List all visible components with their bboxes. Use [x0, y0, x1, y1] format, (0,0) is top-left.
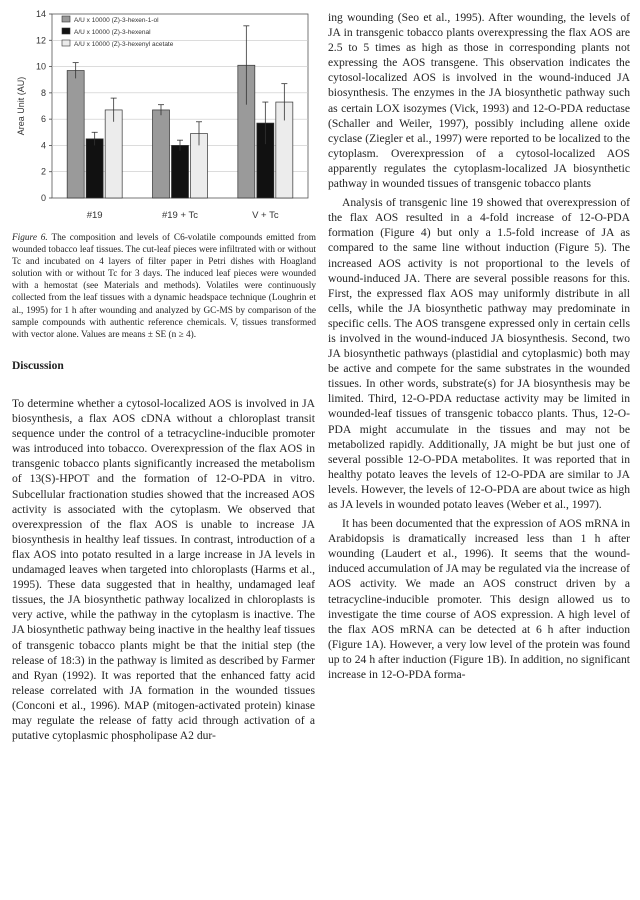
bar: [105, 110, 122, 198]
right-column-body: [328, 10, 630, 682]
discussion-paragraph: To determine whether a cytosol-localized AOS is involved in JA biosynthesis, a flax AOS cDNA without a chloroplast transit sequence under the control of a tetracycline-inducible promoter was introduced into tobacco. Overexpression of the flax AOS in transgenic tobacco plants significantly increased the metabolism of 13(S)-HPOT and the formation of 12-O-PDA in vitro. Subcellular fractionation studies showed that the increased AOS activity is associated with the cytoplasm. We observed that overexpression of the flax AOS is unable to increase JA biosynthesis in healthy leaf tissues. In contrast, introduction of a flax AOS into potato resulted in a large increase in JA levels in undamaged leaves when targeted into chloroplasts (Harms et al., 1995). These data suggested that in healthy, undamaged leaf tissues, the JA biosynthetic pathway localized in chloroplasts is very active, while the pathway in the cytoplasm is inactive. The JA biosynthetic pathway being inactive in the healthy leaf tissues of transgenic tobacco plants might be that the initial step (the release of 18:3) in the pathway is limited as described by Farmer and Ryan (1992). It was reported that the enhanced fatty acid release correlated with JA formation in the wounded tissues (Conconi et al., 1996). MAP (mitogen-activated protein) kinase may regulate the release of fatty acid through activation of a putative cytoplasmic phospholipase A2 dur-: [12, 397, 315, 743]
figure-caption: [12, 232, 316, 341]
y-tick-label: 6: [40, 114, 46, 125]
x-tick-label: #19: [86, 210, 103, 221]
y-axis-label: Area Unit (AU): [16, 76, 26, 136]
y-tick-label: 12: [35, 35, 46, 46]
bar: [67, 71, 84, 198]
figure-caption-text: The composition and levels of C6-volatile compounds emitted from wounded tobacco leaf tissues. The cut-leaf pieces were infiltrated with or without Tc and incubated on 4 layers of filter paper in Petri dishes with Hoagland solution with or without Tc for 3 days. The induced leaf pieces were wounded with a hemostat (see Materials and methods). Volatiles were continuously collected from the leaf tissues with a dynamic headspace technique (Loughrin et al., 1995) for 1 h after wounding and analyzed by GC-MS by comparison of the sample compounds with authentic reference chemicals. V, tissues transformed with vector alone. Values are means ± SE (n ≥ 4).: [12, 233, 317, 340]
figure-6: [10, 0, 318, 230]
legend-label: A/U x 10000 (Z)-3-hexenyl acetate: [74, 41, 174, 48]
section-heading: Discussion: [12, 360, 64, 372]
body-paragraph: Analysis of transgenic line 19 showed that overexpression of the flax AOS resulted in a 4-fold increase of 12-O-PDA formation (Figure 4) but only a 1.5-fold increase of JA as compared to the same line without induction (Figure 5). The increased AOS activity is not proportional to the levels of wound-induced JA. There are several possible reasons for this. First, the expressed flax AOS may uniformly distribute in all cells, while the JA biosynthetic pathway may predominate in specific cells. The AOS transgene expressed only in certain cells is involved in the wound-induced JA biosynthesis. Second, two JA biosynthetic pathways (plastidial and cytoplasmic) both may be active and compete for the same substrates in the wounded tissues. In other words, substrate(s) for JA biosynthesis may be limited. Third, 12-O-PDA reductase activity may be limited in wounded-leaf tissues of transgenic tobacco plants. Thus, 12-O-PDA might accumulate in the tissues and may not be metabolized rapidly. Additionally, JA might be but just one of several possible 12-O-PDA metabolites. It was reported that in healthy potato leaves the levels of 12-O-PDA are similar to JA levels. However, the levels of 12-O-PDA are about twice as high as JA levels in wounded potato leaves (Weber et al., 1997).: [328, 196, 630, 511]
y-tick-label: 2: [40, 166, 46, 177]
body-paragraph-continued: ing wounding (Seo et al., 1995). After wounding, the levels of JA in transgenic tobacco plants overexpressing the flax AOS are 2.5 to 5 times as high as those in corresponding plants not expressing the AOS transgene. This observation indicates the cytosol-localized AOS is involved in the wound-induced JA biosynthesis. The enzymes in the JA biosynthetic pathway such as certain LOX isozymes (Vick, 1993) and 12-O-PDA reductase (Schaller and Weiler, 1997), possibly including allene oxide cyclase (Ziegler et al., 1997) were reported to be localized to the cytoplasm. Overexpression of a cytosol-localized AOS apparently regulates the cytoplasm-localized JA biosynthetic pathway in wounded tissues of transgenic tobacco plants: [328, 11, 630, 191]
legend-label: A/U x 10000 (Z)-3-hexenal: [74, 29, 151, 36]
legend-label: A/U x 10000 (Z)-3-hexen-1-ol: [74, 17, 159, 24]
y-tick-label: 14: [35, 9, 46, 19]
legend-swatch: [62, 28, 70, 34]
bar-chart: [10, 0, 318, 230]
legend-swatch: [62, 40, 70, 46]
y-tick-label: 0: [40, 193, 46, 203]
x-tick-label: #19 + Tc: [161, 210, 199, 221]
bar: [86, 139, 103, 198]
legend-swatch: [62, 16, 70, 22]
y-tick-label: 4: [40, 140, 46, 151]
left-column-body: [12, 396, 315, 743]
x-tick-label: V + Tc: [252, 210, 279, 221]
y-tick-label: 8: [40, 87, 46, 98]
bar: [153, 110, 170, 198]
y-tick-label: 10: [35, 61, 46, 72]
bar: [172, 145, 189, 198]
figure-label: Figure 6.: [12, 233, 48, 243]
body-paragraph: It has been documented that the expression of AOS mRNA in Arabidopsis is dramatically increased less than 1 h after wounding (Laudert et al., 1996). It seems that the wound-induced accumulation of JA may be regulated via the increase of AOS activity. We made an AOS construct driven by a tetracycline-inducible promoter. This design allowed us to investigate the time course of AOS expression. A high level of the flax AOS mRNA can be detected at 6 h after induction (Figure 1A). However, a very low level of the protein was found up to 24 h after induction (Figure 1B). In addition, no significant increase in 12-O-PDA forma-: [328, 517, 630, 682]
